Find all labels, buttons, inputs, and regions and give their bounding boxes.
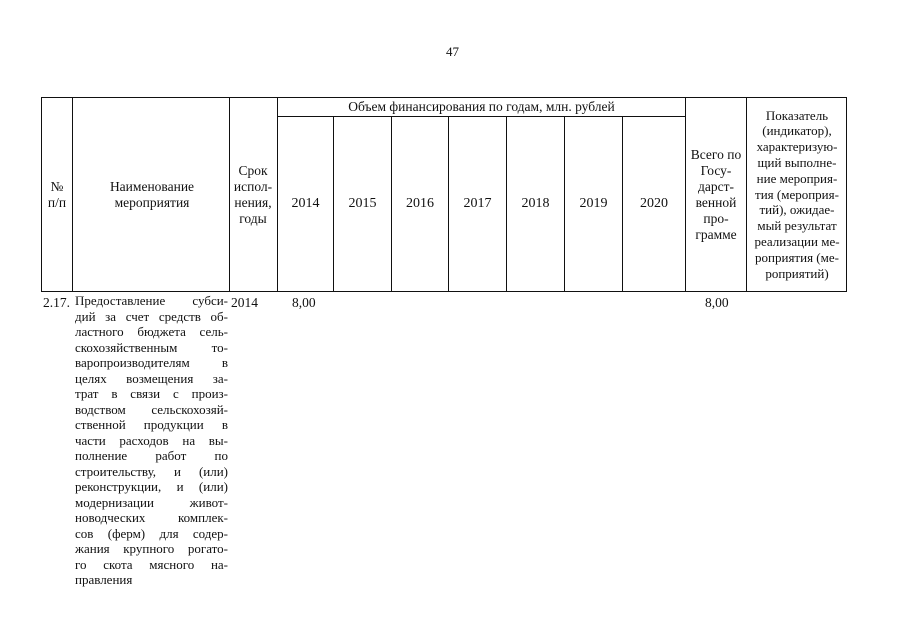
row-name-line: модернизации живот- xyxy=(75,494,228,510)
header-year-2019: 2019 xyxy=(579,196,608,211)
header-year-2015: 2015 xyxy=(348,196,377,211)
row-name-line: строительству, и (или) xyxy=(75,463,228,479)
header-year-2017: 2017 xyxy=(463,196,492,211)
header-year-2018: 2018 xyxy=(521,196,550,211)
row-name-line: правления xyxy=(75,572,133,587)
page-number: 47 xyxy=(446,44,459,59)
row-name-line: жания крупного рогато- xyxy=(75,541,228,556)
col-divider-num xyxy=(72,97,73,292)
table-right-border xyxy=(846,97,847,292)
header-year-2016: 2016 xyxy=(406,196,434,211)
col-divider-total xyxy=(746,97,747,292)
header-bottom-border xyxy=(41,291,846,292)
header-funding-group: Объем финансирования по годам, млн. рублей xyxy=(348,99,615,114)
row-name-line: трат в связи с произ- xyxy=(75,386,228,401)
header-year-2020: 2020 xyxy=(640,196,668,211)
header-indicator: Показатель (индикатор), характеризую-щий выполне-ние мероприя-тия (мероприя-тий), ожидае-мый результат реализации ме-роприятия (ме-роприятий) xyxy=(754,107,840,281)
row-name-line: части расходов на вы- xyxy=(75,432,228,448)
table-left-border xyxy=(41,97,42,292)
row-name-line: сов (ферм) для содер- xyxy=(75,525,228,541)
row-name-line: целях возмещения за- xyxy=(75,370,228,386)
row-name-line: водством сельскохозяй- xyxy=(75,401,228,417)
row-name-line: ственной продукции в xyxy=(75,417,228,432)
row-name-line: варопроизводителям в xyxy=(75,355,228,370)
header-name: Наименование мероприятия xyxy=(109,178,195,210)
row-name-line: полнение работ по xyxy=(75,448,228,463)
header-num: № п/п xyxy=(47,178,67,210)
row-name-line: реконструкции, и (или) xyxy=(75,479,228,494)
row-name-line: новодческих комплек- xyxy=(75,510,228,525)
header-year-2014: 2014 xyxy=(291,196,320,211)
row-number: 2.17. xyxy=(43,295,70,310)
header-term: Срок испол-нения, годы xyxy=(233,162,273,226)
header-total: Всего по Госу-дарст-венной про-грамме xyxy=(690,146,742,242)
row-total: 8,00 xyxy=(705,295,729,310)
row-name-line: го скота мясного на- xyxy=(75,556,228,572)
row-name-line: ластного бюджета сель- xyxy=(75,324,228,339)
row-name-line: дий за счет средств об- xyxy=(75,308,228,324)
row-term: 2014 xyxy=(231,295,258,310)
row-name-line: Предоставление субси- xyxy=(75,293,228,308)
row-value-2014: 8,00 xyxy=(292,295,316,310)
row-name-line: скохозяйственным то- xyxy=(75,339,228,355)
